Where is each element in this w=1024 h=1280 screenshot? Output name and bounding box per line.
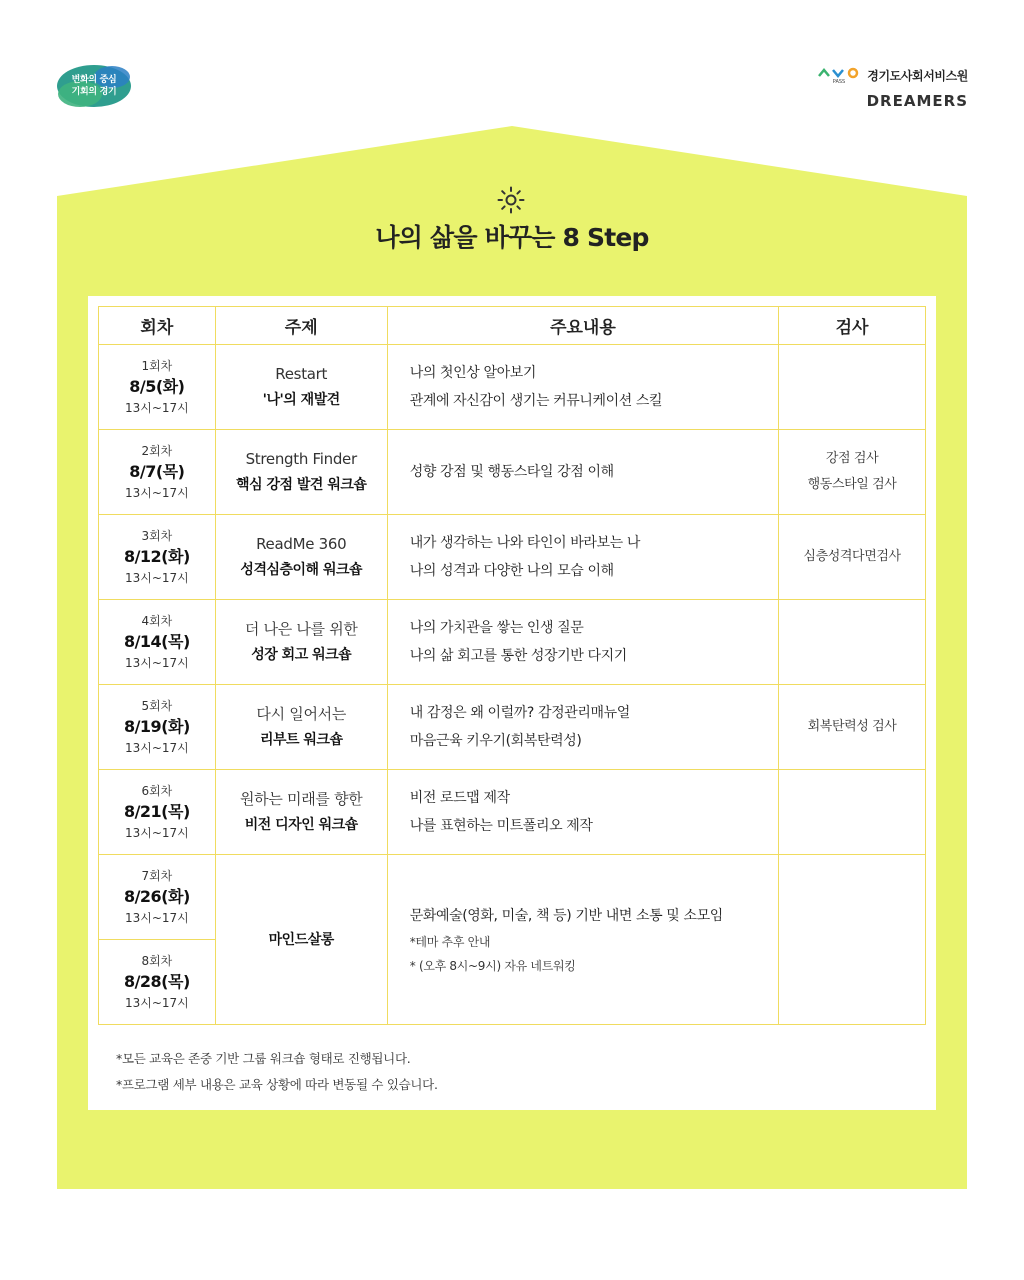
topic-cell bbox=[215, 855, 387, 1025]
topic-title: 리부트 워크숍 bbox=[259, 732, 343, 748]
gyeonggi-logo bbox=[56, 64, 132, 108]
table-row bbox=[99, 430, 926, 515]
session-number: 4회차 bbox=[141, 614, 173, 628]
test-name: 행동스타일 검사 bbox=[807, 477, 897, 492]
logo-line-2: 기회의 경기 bbox=[71, 87, 117, 97]
schedule-table bbox=[98, 306, 926, 1025]
topic-cell bbox=[215, 515, 387, 600]
test-cell bbox=[779, 345, 926, 430]
header-topic: 주제 bbox=[215, 307, 387, 345]
content-line: 나의 성격과 다양한 나의 모습 이해 bbox=[409, 563, 614, 579]
topic-cell bbox=[215, 430, 387, 515]
test-cell bbox=[779, 430, 926, 515]
topic-subtitle: ReadMe 360 bbox=[256, 535, 347, 553]
session-number: 2회차 bbox=[141, 444, 173, 458]
topic-title: 마인드살롱 bbox=[268, 931, 334, 948]
content-cell bbox=[387, 515, 778, 600]
pass-text: PASS bbox=[833, 79, 846, 84]
session-cell bbox=[99, 685, 216, 770]
session-cell bbox=[99, 770, 216, 855]
session-date: 8/5(화) bbox=[129, 377, 185, 396]
topic-title: 핵심 강점 발견 워크숍 bbox=[236, 477, 367, 493]
content-line: 문화예술(영화, 미술, 책 등) 기반 내면 소통 및 소모임 bbox=[409, 907, 723, 924]
content-cell bbox=[387, 855, 778, 1025]
topic-title: 비전 디자인 워크숍 bbox=[244, 817, 358, 833]
content-note: * (오후 8시~9시) 자유 네트워킹 bbox=[409, 958, 576, 973]
session-number: 8회차 bbox=[141, 954, 173, 968]
session-number: 1회차 bbox=[141, 359, 173, 373]
table-row bbox=[99, 770, 926, 855]
table-row bbox=[99, 345, 926, 430]
content-line: 나의 첫인상 알아보기 bbox=[409, 365, 536, 381]
content-cell bbox=[387, 430, 778, 515]
table-row bbox=[99, 855, 926, 940]
test-name: 회복탄력성 검사 bbox=[807, 719, 897, 734]
table-row bbox=[99, 515, 926, 600]
session-date: 8/7(목) bbox=[129, 462, 185, 481]
content-note: *테마 추후 안내 bbox=[409, 934, 491, 949]
content-line: 내 감정은 왜 이럴까? 감정관리매뉴얼 bbox=[409, 705, 630, 721]
session-date: 8/12(화) bbox=[123, 547, 190, 566]
test-cell bbox=[779, 515, 926, 600]
session-cell bbox=[99, 345, 216, 430]
header-test: 검사 bbox=[779, 307, 926, 345]
session-time: 13시~17시 bbox=[124, 656, 189, 670]
test-cell bbox=[779, 770, 926, 855]
session-date: 8/14(목) bbox=[123, 632, 190, 651]
test-cell bbox=[779, 685, 926, 770]
session-cell bbox=[99, 855, 216, 940]
session-date: 8/28(목) bbox=[123, 972, 190, 991]
content-line: 나의 가치관을 쌓는 인생 질문 bbox=[409, 620, 584, 636]
program-name: DREAMERS bbox=[866, 92, 968, 110]
content-cell bbox=[387, 685, 778, 770]
topic-cell bbox=[215, 685, 387, 770]
session-number: 6회차 bbox=[141, 784, 173, 798]
org-logo bbox=[817, 66, 968, 110]
sun-icon bbox=[497, 186, 525, 214]
test-name: 심층성격다면검사 bbox=[803, 549, 901, 564]
session-time: 13시~17시 bbox=[124, 571, 189, 585]
session-time: 13시~17시 bbox=[124, 826, 189, 840]
content-cell bbox=[387, 345, 778, 430]
session-date: 8/19(화) bbox=[123, 717, 190, 736]
pass-logo-icon bbox=[817, 66, 861, 84]
session-number: 3회차 bbox=[141, 529, 173, 543]
schedule-card bbox=[88, 296, 936, 1110]
topic-cell bbox=[215, 770, 387, 855]
topic-subtitle: Strength Finder bbox=[245, 450, 357, 468]
header-session: 회차 bbox=[99, 307, 216, 345]
topic-subtitle: 원하는 미래를 향한 bbox=[239, 790, 363, 808]
session-number: 5회차 bbox=[141, 699, 173, 713]
content-line: 나의 삶 회고를 통한 성장기반 다지기 bbox=[409, 648, 627, 664]
session-date: 8/26(화) bbox=[123, 887, 190, 906]
topic-title: 성격심층이해 워크숍 bbox=[240, 562, 363, 578]
page-title: 나의 삶을 바꾸는 8 Step bbox=[375, 223, 649, 252]
session-time: 13시~17시 bbox=[124, 401, 189, 415]
topic-cell bbox=[215, 600, 387, 685]
content-line: 관계에 자신감이 생기는 커뮤니케이션 스킬 bbox=[409, 393, 663, 409]
topic-subtitle: 더 나은 나를 위한 bbox=[244, 620, 358, 638]
footnote: *프로그램 세부 내용은 교육 상황에 따라 변동될 수 있습니다. bbox=[116, 1077, 438, 1092]
session-number: 7회차 bbox=[141, 869, 173, 883]
session-cell bbox=[99, 600, 216, 685]
content-line: 비전 로드맵 제작 bbox=[409, 790, 510, 806]
session-cell bbox=[99, 515, 216, 600]
table-row bbox=[99, 685, 926, 770]
table-header-row bbox=[99, 307, 926, 345]
session-time: 13시~17시 bbox=[124, 911, 189, 925]
footnote: *모든 교육은 존중 기반 그룹 워크숍 형태로 진행됩니다. bbox=[116, 1051, 411, 1066]
content-line: 성향 강점 및 행동스타일 강점 이해 bbox=[409, 464, 614, 480]
topic-title: '나'의 재발견 bbox=[262, 392, 340, 408]
session-time: 13시~17시 bbox=[124, 996, 189, 1010]
logo-line-1: 변화의 중심 bbox=[71, 75, 117, 85]
content-cell bbox=[387, 600, 778, 685]
session-time: 13시~17시 bbox=[124, 741, 189, 755]
session-time: 13시~17시 bbox=[124, 486, 189, 500]
table-row bbox=[99, 600, 926, 685]
test-cell bbox=[779, 600, 926, 685]
header-content: 주요내용 bbox=[387, 307, 778, 345]
content-cell bbox=[387, 770, 778, 855]
test-name: 강점 검사 bbox=[825, 451, 879, 466]
org-name: 경기도사회서비스원 bbox=[867, 68, 968, 83]
topic-title: 성장 회고 워크숍 bbox=[251, 647, 352, 663]
topic-subtitle: Restart bbox=[275, 365, 328, 383]
session-date: 8/21(목) bbox=[123, 802, 190, 821]
topic-cell bbox=[215, 345, 387, 430]
content-line: 내가 생각하는 나와 타인이 바라보는 나 bbox=[409, 535, 640, 551]
content-line: 마음근육 키우기(회복탄력성) bbox=[409, 733, 582, 749]
session-cell bbox=[99, 430, 216, 515]
footnotes bbox=[116, 1046, 438, 1098]
session-cell bbox=[99, 940, 216, 1025]
test-cell bbox=[779, 855, 926, 1025]
content-line: 나를 표현하는 미트폴리오 제작 bbox=[409, 818, 593, 834]
topic-subtitle: 다시 일어서는 bbox=[256, 705, 347, 723]
